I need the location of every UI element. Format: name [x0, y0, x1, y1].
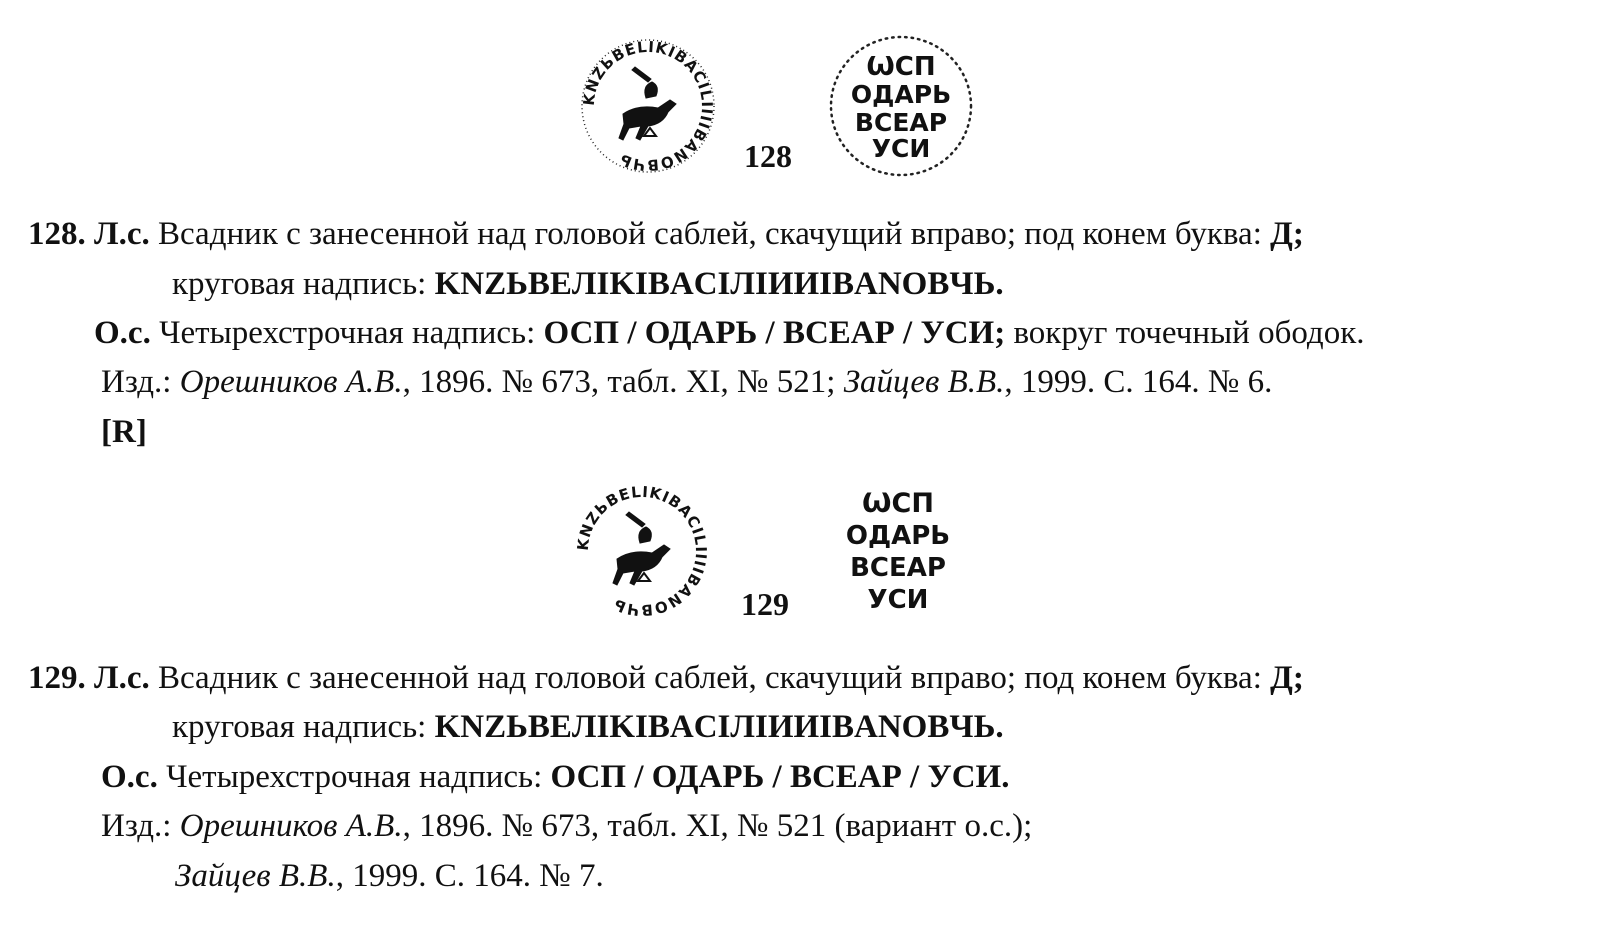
reverse-line-1: ѠСП [862, 488, 934, 519]
letter-under-horse: Д; [1270, 660, 1304, 696]
reverse-inscription: ОСП / ОДАРЬ / ВСЕАР / УСИ; [543, 315, 1006, 351]
reverse-line-1: ѠСП [866, 52, 936, 82]
author-oreshnikov: Орешников А.В. [179, 808, 403, 844]
entry-129-line-4 [101, 806, 1032, 846]
coin-129-obverse [572, 481, 712, 621]
publication-label: Изд.: [101, 364, 172, 400]
entry-128-line-4 [101, 362, 1272, 402]
reverse-line-3: ВСЕАР [850, 553, 946, 583]
coin-128-reverse [826, 33, 976, 179]
reference-2: , 1999. С. 164. № 7. [335, 858, 604, 894]
coin-128-obverse [578, 36, 718, 176]
reverse-label: О.с. [101, 759, 158, 795]
entry-128-line-2 [172, 264, 1004, 304]
rider-coin-drawing [578, 36, 718, 176]
entry-129-line-2 [172, 707, 1004, 747]
reverse-description: Четырехстрочная надпись: [166, 759, 543, 795]
author-oreshnikov: Орешников А.В. [179, 364, 403, 400]
rarity-mark: [R] [101, 414, 147, 450]
svg-text:KNZЬBELIKIBACILIIIIBANOBЧЬ: KNZЬBELIKIBACILIIIIBANOBЧЬ [573, 482, 711, 620]
entry-128-line-3 [94, 313, 1364, 353]
reverse-line-2: ОДАРЬ [845, 521, 951, 551]
reference-1: , 1896. № 673, табл. XI, № 521 (вариант о.с.); [402, 808, 1033, 844]
reverse-label: О.с. [94, 315, 151, 351]
entry-128-line-1 [28, 214, 1304, 254]
reference-2: , 1999. С. 164. № 6. [1004, 364, 1273, 400]
circular-legend: KNZЬBEЛIKIBACIЛIИИIBANOBЧЬ. [434, 266, 1004, 302]
figure-number-129: 129 [741, 586, 789, 622]
entry-129-line-5 [175, 856, 604, 896]
legend-label: круговая надпись: [172, 266, 427, 302]
entry-129-line-3 [101, 757, 1009, 797]
reverse-inscription-drawing [828, 482, 968, 618]
reverse-line-2: ОДАРЬ [850, 80, 952, 109]
reverse-description: Четырехстрочная надпись: [159, 315, 536, 351]
rider-coin-drawing [572, 481, 712, 621]
entry-129-line-1 [28, 658, 1304, 698]
reverse-line-3: ВСЕАР [854, 108, 948, 137]
obverse-description: Всадник с занесенной над головой саблей, скачущий вправо; под конем буква: [158, 660, 1262, 696]
reverse-line-4: УСИ [871, 134, 931, 163]
entry-number: 129. [28, 660, 86, 696]
reverse-tail: вокруг точечный ободок. [1013, 315, 1365, 351]
reference-1: , 1896. № 673, табл. XI, № 521; [402, 364, 836, 400]
letter-under-horse: Д; [1270, 216, 1304, 252]
author-zaitsev: Зайцев В.В. [843, 364, 1005, 400]
entry-number: 128. [28, 216, 86, 252]
author-zaitsev: Зайцев В.В. [175, 858, 336, 894]
obverse-description: Всадник с занесенной над головой саблей, скачущий вправо; под конем буква: [158, 216, 1262, 252]
publication-label: Изд.: [101, 808, 172, 844]
legend-label: круговая надпись: [172, 709, 427, 745]
svg-text:KNZЬBELIKIBACILIIIIBANOBЧЬ: KNZЬBELIKIBACILIIIIBANOBЧЬ [579, 37, 717, 175]
reverse-inscription: ОСП / ОДАРЬ / ВСЕАР / УСИ. [550, 759, 1010, 795]
obverse-label: Л.с. [94, 660, 150, 696]
reverse-inscription-drawing [826, 33, 976, 179]
reverse-line-4: УСИ [867, 585, 929, 615]
obverse-label: Л.с. [94, 216, 150, 252]
coin-129-reverse [828, 482, 968, 618]
figure-number-128: 128 [744, 138, 792, 174]
circular-legend: KNZЬBEЛIKIBACIЛIИИIBANOBЧЬ. [434, 709, 1004, 745]
